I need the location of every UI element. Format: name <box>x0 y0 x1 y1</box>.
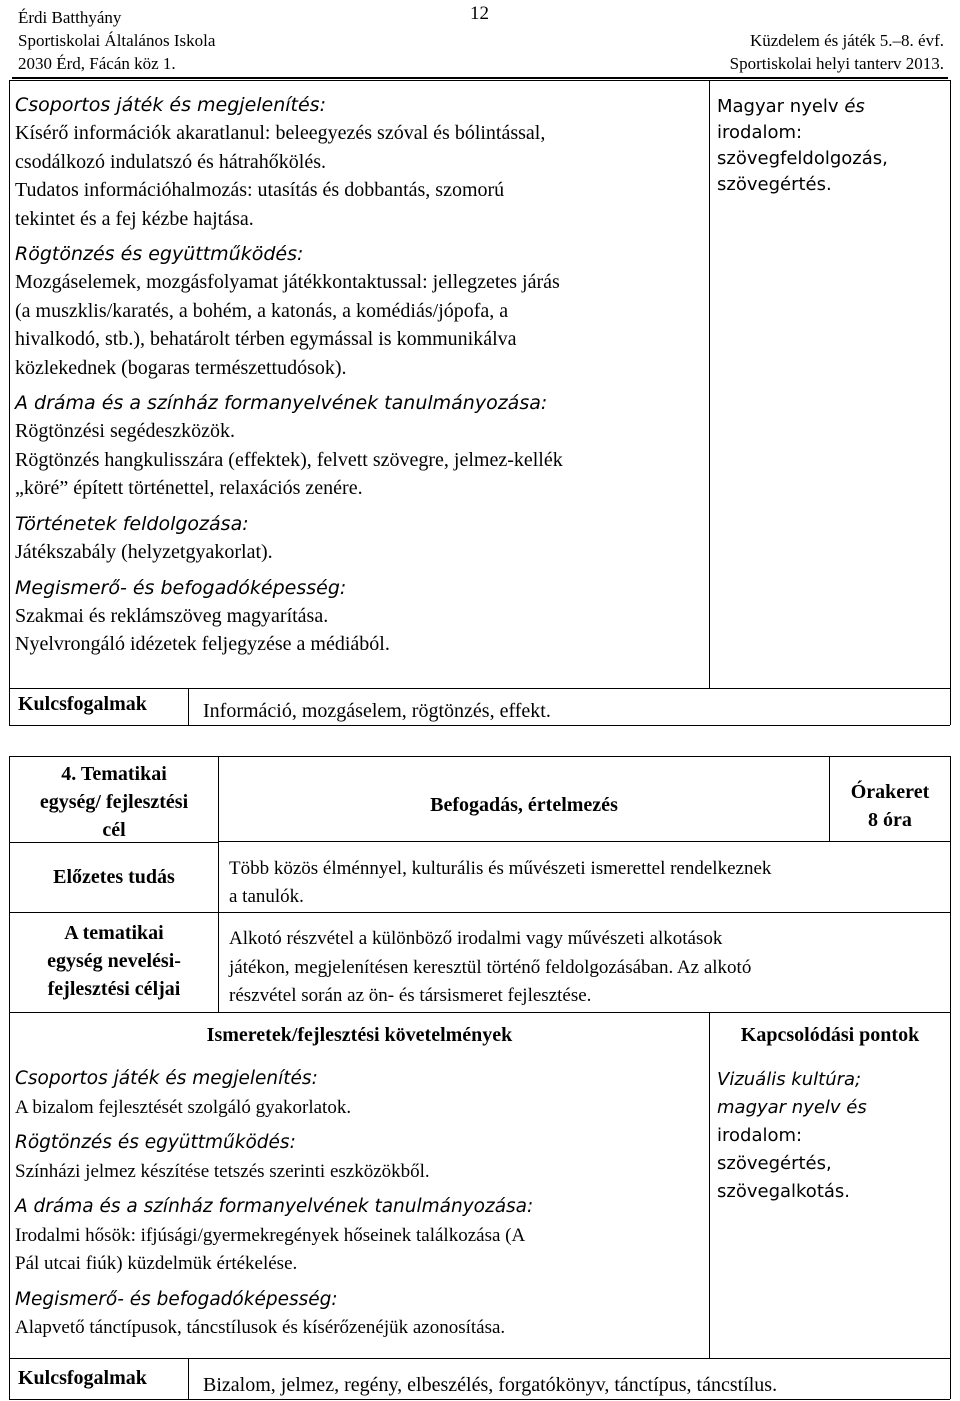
connection-line: magyar nyelv és <box>717 1097 867 1118</box>
unit-title: Befogadás, értelmezés <box>430 794 618 816</box>
activity-block <box>15 1193 533 1279</box>
school-type: Sportiskolai Általános Iskola <box>18 31 216 50</box>
subject-label: Küzdelem és játék 5.–8. évf. <box>749 31 944 50</box>
connection-conjunction: és <box>844 96 865 117</box>
connection-line: szövegfeldolgozás, <box>717 148 888 169</box>
block-line: Irodalmi hősök: ifjúsági/gyermekregények hőseinek találkozása (A <box>15 1224 526 1246</box>
block-line: Rögtönzési segédeszközök. <box>15 420 235 443</box>
page-number: 12 <box>470 3 489 24</box>
block-line: A bizalom fejlesztését szolgáló gyakorlatok. <box>15 1096 352 1118</box>
section2-connections <box>717 1066 867 1206</box>
connection-subject: Magyar nyelv <box>717 96 839 117</box>
block-heading: A dráma és a színház formanyelvének tanulmányozása: <box>15 1196 534 1217</box>
goals: Alkotó részvétel a különböző irodalmi vagy művészeti alkotások játékon, megjelenítésen keresztül történő feldolgozásában. Az alkotó részvétel során az ön- és társismeret fejlesztése. <box>229 928 752 1006</box>
key-concepts: Információ, mozgáselem, rögtönzés, effekt. <box>203 700 551 722</box>
connection-line: irodalom: <box>717 1125 803 1146</box>
prior-knowledge: Több közös élménnyel, kulturális és művészeti ismerettel rendelkeznek a tanulók. <box>229 858 772 907</box>
block-line: hivalkodó, stb.), behatárolt térben egymással is kommunikálva <box>15 328 517 351</box>
block-line: közlekednek (bogaras természettudósok). <box>15 356 347 379</box>
block-heading: Történetek feldolgozása: <box>15 512 249 535</box>
block-heading: Megismerő- és befogadóképesség: <box>15 576 347 599</box>
block-line: Szakmai és reklámszöveg magyarítása. <box>15 604 329 627</box>
activity-block <box>15 1129 533 1186</box>
block-line: (a muszklis/karatés, a bohém, a katonás, a komédiás/jópofa, a <box>15 299 509 322</box>
activity-block <box>15 574 563 659</box>
block-line: Színházi jelmez készítése tetszés szerinti eszközökből. <box>15 1160 430 1182</box>
key-concepts-label: Kulcsfogalmak <box>18 693 147 715</box>
unit-label: 4. Tematikai egység/ fejlesztési cél <box>39 763 189 841</box>
connection-line: szövegértés. <box>717 174 832 195</box>
block-line: Játékszabály (helyzetgyakorlat). <box>15 541 273 564</box>
activity-block <box>15 510 563 567</box>
curriculum-label: Sportiskolai helyi tanterv 2013. <box>729 54 944 73</box>
block-heading: A dráma és a színház formanyelvének tanulmányozása: <box>15 392 548 415</box>
key-concepts-label: Kulcsfogalmak <box>18 1367 147 1389</box>
activity-block <box>15 240 563 382</box>
activity-block <box>15 1065 533 1122</box>
header-rule <box>12 77 948 79</box>
block-line: tekintet és a fej kézbe hajtása. <box>15 207 254 230</box>
block-line: Nyelvrongáló idézetek feljegyzése a médiából. <box>15 633 390 656</box>
prior-knowledge-label: Előzetes tudás <box>53 866 175 888</box>
activity-block <box>15 389 563 503</box>
section2-requirements <box>15 1065 533 1343</box>
hours-value: 8 óra <box>868 809 912 831</box>
requirements-header: Ismeretek/fejlesztési követelmények <box>206 1024 513 1046</box>
section1-requirements <box>15 91 563 659</box>
connection-line: irodalom: <box>717 122 803 143</box>
block-heading: Csoportos játék és megjelenítés: <box>15 1068 318 1089</box>
school-name: Érdi Batthyány <box>18 8 122 27</box>
connection-line: Vizuális kultúra; <box>717 1069 862 1090</box>
block-heading: Rögtönzés és együttműködés: <box>15 243 304 266</box>
activity-block <box>15 91 563 233</box>
block-line: Alapvető tánctípusok, táncstílusok és kísérőzenéjük azonosítása. <box>15 1317 506 1338</box>
block-line: „köré” épített történettel, relaxációs zenére. <box>15 477 363 500</box>
block-line: Rögtönzés hangkulisszára (effektek), felvett szövegre, jelmez-kellék <box>15 448 563 471</box>
connections-header: Kapcsolódási pontok <box>740 1024 920 1046</box>
connection-line: szövegalkotás. <box>717 1181 851 1202</box>
block-heading: Rögtönzés és együttműködés: <box>15 1132 296 1153</box>
connection-line: szövegértés, <box>717 1153 832 1174</box>
block-line: Kísérő információk akaratlanul: beleegyezés szóval és bólintással, <box>15 122 546 145</box>
block-line: Mozgáselemek, mozgásfolyamat játékkontaktussal: jellegzetes járás <box>15 271 560 294</box>
block-line: csodálkozó indulatszó és hátrahőkölés. <box>15 150 327 173</box>
key-concepts: Bizalom, jelmez, regény, elbeszélés, forgatókönyv, tánctípus, táncstílus. <box>203 1374 778 1396</box>
block-line: Tudatos információhalmozás: utasítás és dobbantás, szomorú <box>15 179 505 202</box>
hours-frame <box>830 778 950 834</box>
hours-label: Órakeret <box>850 781 930 803</box>
activity-block <box>15 1286 533 1343</box>
block-heading: Csoportos játék és megjelenítés: <box>15 94 326 116</box>
section1-connections <box>717 94 888 198</box>
block-line: Pál utcai fiúk) küzdelmük értékelése. <box>15 1253 298 1274</box>
school-address: 2030 Érd, Fácán köz 1. <box>18 54 176 73</box>
goals-label: A tematikai egység nevelési- fejlesztési céljai <box>47 922 181 1000</box>
block-heading: Megismerő- és befogadóképesség: <box>15 1288 338 1310</box>
